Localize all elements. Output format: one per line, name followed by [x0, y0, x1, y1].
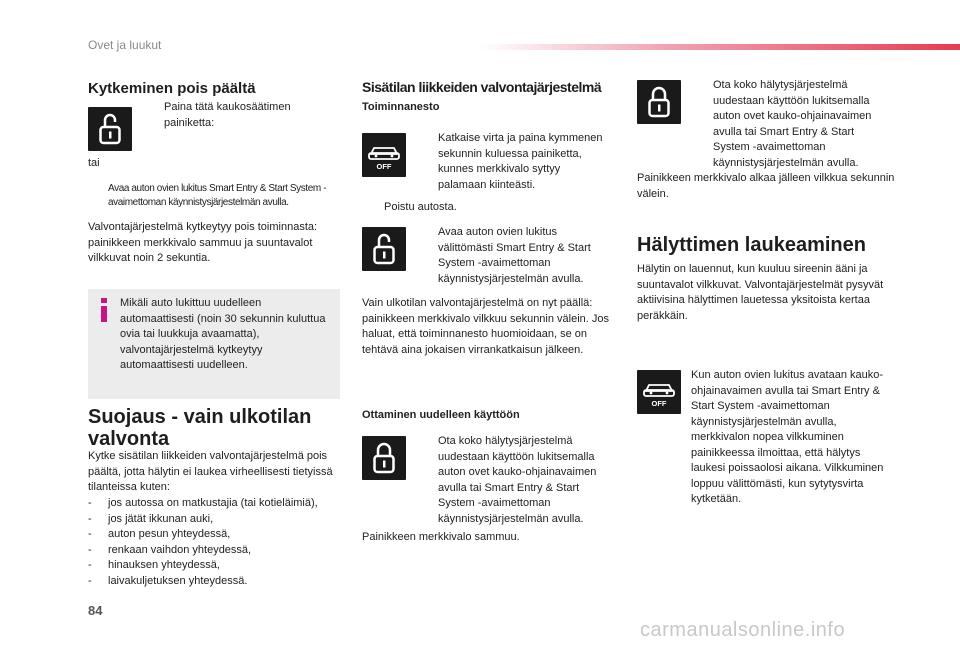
page-number: 84: [88, 603, 103, 618]
bullet-unlock-doors: Avaa auton ovien lukitus välittömästi Smart Entry & Start System -avaimettoman käynnistysjärjestelmän avulla.: [438, 226, 591, 285]
unlock-alarm-paragraph: Kun auton ovien lukitus avataan kauko-ohjainavaimen avulla tai Smart Entry & Start System -avaimettoman käynnistysjärjestelmän avulla, merkkivalon nopea vilkkuminen painikkeessa ilmoittaa, että hälytys laukesi poissaolosi aikana. Vilkkuminen loppuu välittömästi, kun sytytysvirta kytketään.: [691, 369, 884, 505]
lock-icon: [637, 80, 681, 124]
list-item: - renkaan vaihdon yhteydessä,: [88, 543, 344, 559]
bullet-reactivate-full: Ota koko hälytysjärjestelmä uudestaan käyttöön lukitsemalla auton ovet kauko-ohjainavaimen avulla tai Smart Entry & Start System -avaimettoman käynnistysjärjestelmän avulla.: [713, 79, 872, 169]
bullet-press-button: Paina tätä kaukosäätimen painiketta:: [164, 101, 291, 129]
heading-interior-monitoring: Sisätilan liikkeiden valvontajärjestelmä: [362, 79, 602, 95]
svg-text:OFF: OFF: [651, 399, 667, 408]
light-off-paragraph: Painikkeen merkkivalo sammuu.: [362, 531, 520, 543]
or-text: tai: [88, 157, 100, 169]
car-off-icon: [637, 370, 681, 414]
list-item: - hinauksen yhteydessä,: [88, 558, 344, 574]
subheading-disable: Toiminnanesto: [362, 101, 440, 113]
list-item: - auton pesun yhteydessä,: [88, 527, 344, 543]
watermark: carmanualsonline.info: [640, 619, 846, 641]
subheading-reactivate: Ottaminen uudelleen käyttöön: [362, 409, 520, 421]
bullet-reactivate-system: Ota koko hälytysjärjestelmä uudestaan käyttöön lukitsemalla auton ovet kauko-ohjainavaimen avulla tai Smart Entry & Start System -avaimettoman käynnistysjärjestelmän avulla.: [438, 435, 597, 525]
heading-deactivation: Kytkeminen pois päältä: [88, 80, 256, 97]
bullet-leave-car: Poistu autosta.: [384, 201, 457, 213]
section-header: Ovet ja luukut: [88, 38, 162, 52]
list-item: - jos autossa on matkustajia (tai kotieläimiä),: [88, 496, 344, 512]
lock-icon: [362, 436, 406, 480]
heading-alarm-triggering: Hälyttimen laukeaminen: [637, 234, 866, 256]
info-text: Mikäli auto lukittuu uudelleen automaattisesti (noin 30 sekunnin kuluttua ovia tai luukkuja avaamatta), valvontajärjestelmä kytkeytyy automaattisesti uudelleen.: [120, 297, 326, 371]
exterior-paragraph: Kytke sisätilan liikkeiden valvontajärjestelmä pois päältä, jotta hälytin ei laukea virheellisesti tietyissä tilanteissa kuten:: [88, 450, 333, 493]
info-box: [88, 289, 340, 399]
heading-exterior-protection: Suojaus - vain ulkotilan valvonta: [88, 406, 312, 450]
list-item: - laivakuljetuksen yhteydessä.: [88, 574, 344, 590]
situation-list: [88, 496, 344, 589]
car-off-icon: [362, 133, 406, 177]
deactivation-paragraph: Valvontajärjestelmä kytkeytyy pois toiminnasta: painikkeen merkkivalo sammuu ja suuntavalot vilkkuvat noin 2 sekuntia.: [88, 221, 318, 264]
exterior-only-paragraph: Vain ulkotilan valvontajärjestelmä on nyt päällä: painikkeen merkkivalo vilkkuu sekunnin välein. Jos haluat, että toiminnanesto huomioidaan, se on tehtävä aina jokaisen virrankatkaisun jälkeen.: [362, 297, 610, 356]
bullet-smart-entry: Avaa auton ovien lukitus Smart Entry & Start System -avaimettoman käynnistysjärjestelmän avulla.: [108, 183, 327, 208]
unlock-icon: [88, 107, 132, 151]
list-item: - jos jätät ikkunan auki,: [88, 512, 344, 528]
unlock-icon: [362, 227, 406, 271]
blink-paragraph: Painikkeen merkkivalo alkaa jälleen vilkkua sekunnin välein.: [637, 172, 895, 200]
svg-text:OFF: OFF: [376, 162, 392, 171]
alarm-paragraph: Hälytin on lauennut, kun kuuluu sireenin ääni ja suuntavalot vilkkuvat. Valvontajärjestelmät pysyvät aktiivisina hälyttimen lauetessa yksitoista kertaa peräkkäin.: [637, 263, 884, 322]
info-icon: [97, 298, 111, 322]
bullet-switch-off: Katkaise virta ja paina kymmenen sekunnin kuluessa painiketta, kunnes merkkivalo syttyy palamaan kiinteästi.: [438, 132, 603, 191]
header-accent-bar: [480, 44, 960, 50]
